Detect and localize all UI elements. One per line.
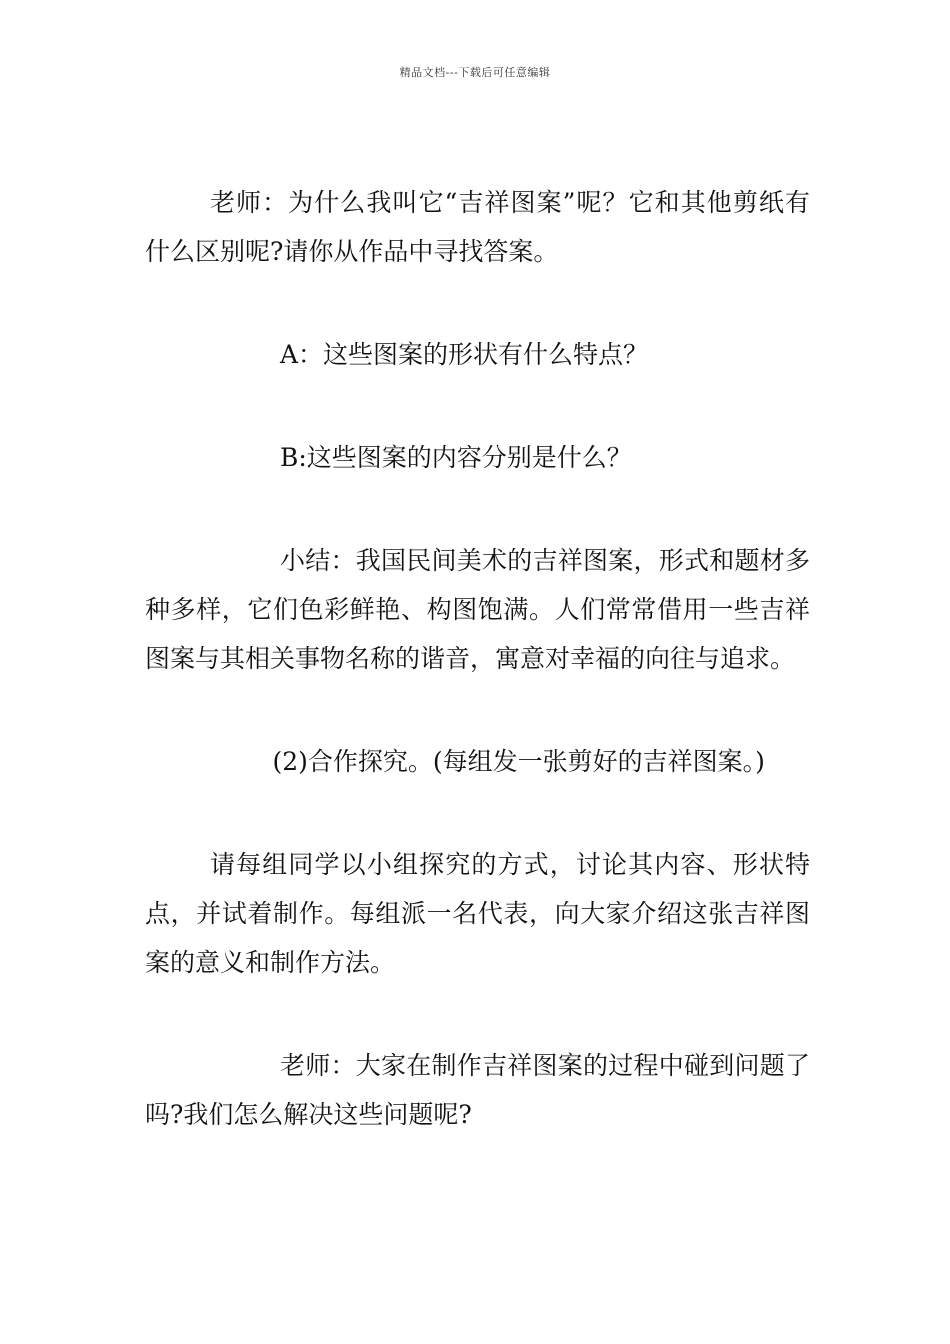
paragraph-teacher-question: 老师：为什么我叫它“吉祥图案”呢？它和其他剪纸有什么区别呢?请你从作品中寻找答案。 [145,188,810,266]
paragraph-summary: 小结：我国民间美术的吉祥图案，形式和题材多种多样，它们色彩鲜艳、构图饱满。人们常常借用一些吉祥图案与其相关事物名称的谐音，寓意对幸福的向往与追求。 [145,546,810,673]
paragraph-teacher-followup: 老师：大家在制作吉祥图案的过程中碰到问题了吗?我们怎么解决这些问题呢? [145,1051,810,1129]
paragraph-group-task: 请每组同学以小组探究的方式，讨论其内容、形状特点，并试着制作。每组派一名代表，向大家介绍这张吉祥图案的意义和制作方法。 [145,850,810,977]
paragraph-question-a: A：这些图案的形状有什么特点？ [280,340,649,369]
page-header: 精品文档---下载后可任意编辑 [399,66,551,79]
paragraph-cooperative-inquiry: (2)合作探究。(每组发一张剪好的吉祥图案。) [272,747,765,776]
paragraph-question-b: B:这些图案的内容分别是什么？ [280,443,632,472]
document-body [145,178,810,1139]
